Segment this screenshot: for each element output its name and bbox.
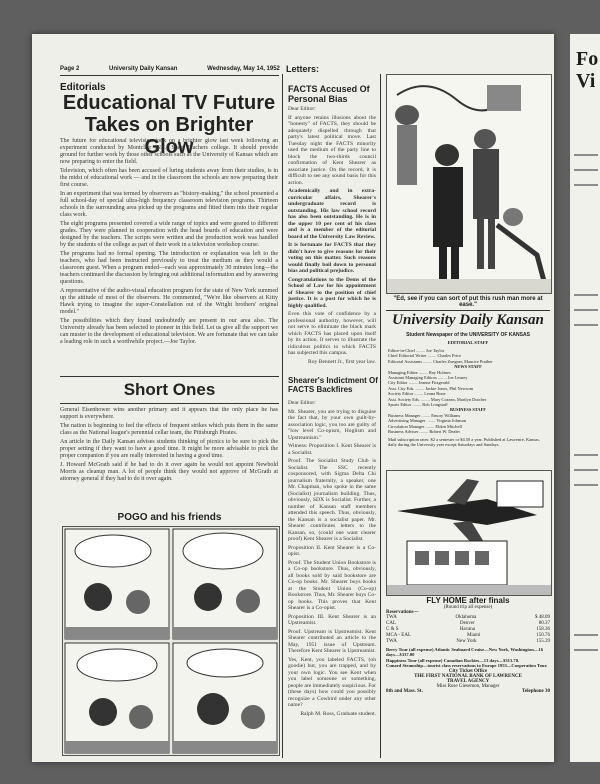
ad-manager: Miss Rose Giesemon, Manager <box>436 683 500 689</box>
editorial-cartoon-drawing <box>387 75 551 293</box>
fly-home-ad <box>386 596 550 726</box>
letter-salutation: Dear Editor: <box>288 400 316 406</box>
ad-subhead: (Round trip all expense) <box>443 605 493 610</box>
letter-signature: Roy Bennett Jr., first year law. <box>308 358 376 365</box>
staff-line: Managing Editor ........ Ray Holmes <box>388 369 451 375</box>
editorial-cartoon <box>386 74 552 294</box>
letter-headline: Shearer's Indictment Of FACTS Backfires <box>288 376 378 394</box>
ad-address: 8th and Mass. St. <box>386 688 423 694</box>
staff-box <box>388 348 548 447</box>
staff-line: Asst. City Eds. ........ Jackie Jones, Phil Newsom <box>388 385 474 391</box>
ad-bank: THE FIRST NATIONAL BANK OF LAWRENCE <box>414 673 522 679</box>
staff-line: Assistant Managing Editors ........ Joe Lesney <box>388 375 468 381</box>
letter-paragraph: Proof. The Student Union Bookstore is a Co-op bookstore. Thus, obviously, all books sold by said bookstore are Co-op books. Mr. Shearer buys books at the Student Union (Co-op) Bookstore. Thus, Mr. Shearer buys Co-op books. This proves that Kent Shearer is a Co-opist. <box>288 559 376 611</box>
letter-paragraph: Witness: Proposition I. Kent Shearer is a Socialist. <box>288 443 376 456</box>
masthead-title: University Daily Kansan <box>392 312 544 328</box>
cartoon-bottom-rule <box>386 310 550 311</box>
letter-paragraph: It is fortunate for FACTS that they didn't have to give reasons for their voting on this matter. Such reasons would finally boil down to personal bias and political prejudice. <box>288 242 376 274</box>
ad-phone: Telephone 30 <box>521 688 550 694</box>
pogo-title: POGO and his friends <box>117 512 222 523</box>
ad-tour: Happiness Tour (all expense) Canadian Rockies—13 days—$313.70. <box>386 657 520 663</box>
fare-row: MCA - EAL Miami 150.76 <box>386 633 550 638</box>
masthead-subtitle: Student Newspaper of the UNIVERSITY OF KANSAS <box>406 332 530 338</box>
staff-line: Business Adviser ........ Robert W. Dealer <box>388 429 460 435</box>
short-one-item: An article in the Daily Kansan advises students thinking of picnics to be sure to pick the proper setting if they want to have a good time. It might be more advisable to pick the proper companion if you are really interested in having a good time. <box>60 439 278 459</box>
short-ones-body <box>60 407 278 507</box>
letter-paragraph: Proof. The Socialist Study Club is Socialist. The SSC recently cosponsored, with Sigma Delta Chi journalism fraternity, a speaker, one Mr. Chapman, who spoke in the same (Socialist) journalism building. Thus, obviously, SDX is Socialist. Further, a number of Kansan staff members attended this speech. Thus, obviously, the Kansan is a socialist paper. Mr. Shearer contributes letters to the Kansan, so, (could one want clearer proof) Kent Shearer is a Socialist. <box>288 458 376 542</box>
ad-agency: TRAVEL AGENCY <box>446 678 490 684</box>
short-ones-bottom-rule <box>60 403 279 404</box>
staff-line: Editorial Assistants ........ Charles Zuegner, Maurice Prather <box>388 358 493 364</box>
short-ones-top-rule <box>60 376 279 377</box>
staff-line: Asst. Society Eds. ........ Mary Cozean, Marilyn Dutcher <box>388 396 487 402</box>
editorial-paragraph: In an experiment that was termed by observers as "history-making," the school presented a full school-day of special ultra-high frequency classroom television programs. Thirteen schools in the surrounding area picked up the programs and fitted them into their regular class work. <box>60 191 278 218</box>
editorial-staff-label: EDITORIAL STAFF <box>447 340 489 345</box>
letter-paragraph: Yes, Kent, you labeled FACTS, (oh goodie) but, you are trapped, and by your own logic. You see Kent when you label someone or something, people are immediately suspicious. For (these days) how could you possibly recognize a Cowbird under any other name? <box>288 656 376 708</box>
pogo-comic-strip <box>62 526 280 756</box>
short-one-item: General Eisenhower wins another primary and it appears that the only place he has support is everywhere. <box>60 407 278 420</box>
letter-headline: FACTS Accused Of Personal Bias <box>288 84 370 104</box>
newspaper-page <box>32 34 554 762</box>
letter-paragraph: If anyone retains illusions about the "honesty" of FACTS, they should be adequately dispelled through that party's latest political move. Last Tuesday night the FACTS minority used the medium of the party line to block the two-thirds council confirmation of Kent Shearer as associate justice. On the record, it is difficult to see any sound basis for this action. <box>288 114 376 186</box>
editorial-paragraph: The programs had no formal opening. The introduction or explanation was left to the teachers, who had been instructed previously to treat the medium as they would a classroom guest. When a program ended—each was approximately 30 minutes long—the teachers continued the discussion by bringing out additional information and by answering questions. <box>60 251 278 285</box>
staff-line: Circulation Manager ........ Eldon Mitchell <box>388 423 462 429</box>
editorials-label: Editorials <box>60 82 106 93</box>
short-one-item: The nation is beginning to feel the effects of frequent strikes which puts them in the same class as the National league's perennial cellar team, the Pittsburgh Pirates. <box>60 423 278 436</box>
staff-line: Business Manager ........ Emory Williams <box>388 412 461 418</box>
letter-body <box>288 106 376 382</box>
folio-rule <box>60 75 279 76</box>
editorial-paragraph: Television, which often has been accused of luring students away from their studies, is in the midst of educational work — and in the classroom the schools are now preparing their first course. <box>60 168 278 188</box>
cartoon-caption: "Ed, see if you can sort of put this rush man more at ease." <box>393 296 543 308</box>
letter-paragraph: Even this vote of confidence by a professional authority, however, will not serve to eliminate the black mark which FACTS has placed upon itself by its action. It serves to illustrate the ridiculous politics to which FACTS has subjected this campus. <box>288 311 376 356</box>
ad-headline: FLY HOME after finals <box>426 596 510 605</box>
staff-line: Editor-in-Chief ........ Joe Taylor <box>388 348 445 353</box>
letter-paragraph: Mr. Shearer, you are trying to disguise the fact that, by your own guilt-by-association logic, you too are guilty of "low level Co-opism, Hoglism and Upstreamism." <box>288 408 376 441</box>
subscription-note: Mail subscription rates: $2 a semester or $4.50 a year. Published at Lawrence, Kansas, daily during the University year except Saturdays and Sundays. <box>388 436 540 447</box>
paper-name: University Daily Kansan <box>109 66 178 72</box>
editorial-body <box>60 138 278 368</box>
letter-body <box>288 400 376 754</box>
editorial-paragraph: The future for educational television took on a brighter glow last week following an experiment conducted by Montclair (N.J.) State Teachers college. It should provide ground for further work by those other schools such as the University of Kansas which are now preparing to enter the field. <box>60 138 278 165</box>
fare-row: C & S Havana 158.36 <box>386 627 550 632</box>
business-staff-label: BUSINESS STAFF <box>450 407 486 413</box>
column-rule <box>282 74 283 758</box>
ad-office: City Ticket Office <box>448 668 488 674</box>
editorial-paragraph: The eight programs presented covered a wide range of topics and were geared to different grades. They were planned in cooperation with the head boards of education and were designed by the teachers. The scripts were written and the production work was handled by the students of the college as part of their work in a television workshop course. <box>60 221 278 248</box>
column-rule-right <box>380 74 381 758</box>
editorial-headline: Educational TV Future Takes on Brighter Glow <box>62 92 276 158</box>
short-one-item: J. Howard McGrath said if he had to do it over again he would not appoint Newbold Morris as cleanup man. A lot of people think they would not approve of McGrath at attorney general if they had to do it over again. <box>60 462 278 482</box>
fare-row: TWA Oklahoma $ 48.09 <box>386 615 550 620</box>
fare-row: CAL Denver 80.37 <box>386 621 550 626</box>
short-ones-headline: Short Ones <box>123 380 216 399</box>
editorial-paragraph: A representative of the audio-visual education program for the state of New York summed up the attitude of most of the observers. He commented, "We're like observers at Kitty Hawk trying to imagine the super-Constellation out of the Wright brothers' original model." <box>60 288 278 315</box>
letter-paragraph: Proposition III. Kent Shearer is an Upstreamist. <box>288 613 376 626</box>
pogo-comic-drawing <box>63 527 279 755</box>
airplane-icon <box>387 471 551 595</box>
staff-line: City Editor ........ Jeanne Fitzgerald <box>388 380 450 386</box>
letter-salutation: Dear Editor: <box>288 106 316 112</box>
news-staff-label: NEWS STAFF <box>454 364 482 370</box>
ad-tour: Cunard Steamship—tourist class reservations to Europe 1953—Cooperation Tour. <box>386 663 548 669</box>
issue-date: Wednesday, May 14, 1952 <box>207 66 280 72</box>
letter-signature: Ralph M. Ross, Graduate student. <box>300 710 376 717</box>
page-number: Page 2 <box>60 66 80 72</box>
editorial-paragraph: The possibilities which they found undoubtedly are present in our area also. The University already has been selected to pioneer in this field. Let us give all the support we can muster to the development of educational television. We are fortunate that we can take a leading role in such a worthwhile project.—Joe Taylor. <box>60 318 278 345</box>
letter-paragraph: Academically and in extra-curricular affairs, Shearer's undergraduate record is outstanding. His law school record has also been outstanding. He is in the upper 10 per cent of his class and is a member of the editorial board of the University Law Review. <box>288 188 376 240</box>
next-page-headline: Fo Vi <box>576 48 599 92</box>
folio-line <box>60 66 308 72</box>
fare-row: TWA New York 155.39 <box>386 639 550 644</box>
letter-paragraph: Proof. Upstream is Upstreamist. Kent Shearer contributed an article to the May, 1951 issue of Upstream. Therefore Kent Shearer is Upstreamist. <box>288 628 376 654</box>
next-page-edge <box>570 34 600 762</box>
ad-tour: Berry Tour (all expense) Atlantic Seaboard Cruise—New York, Washington—16 days—$337.00 <box>386 647 544 658</box>
staff-line: Advertising Manager ........ Virginia Johnson <box>388 418 467 424</box>
staff-line: Sports Editor ........ Bob Longstaff <box>388 402 448 408</box>
staff-line: Chief Editorial Writer ........ Charles Price <box>388 353 462 359</box>
staff-line: Society Editor ........ Leona Bone <box>388 391 446 397</box>
letter-paragraph: Congratulations to the Dems of the School of Law for his appointment of Shearer to the position of chief justice. It is a post for which he is highly qualified. <box>288 276 376 309</box>
ad-reservations-label: Reservations— <box>386 610 419 615</box>
letters-label: Letters: <box>286 64 320 74</box>
letter-paragraph: Proposition II. Kent Shearer is a Co-opist. <box>288 544 376 557</box>
ad-contact <box>386 689 550 694</box>
travel-ad-illustration <box>386 470 552 596</box>
